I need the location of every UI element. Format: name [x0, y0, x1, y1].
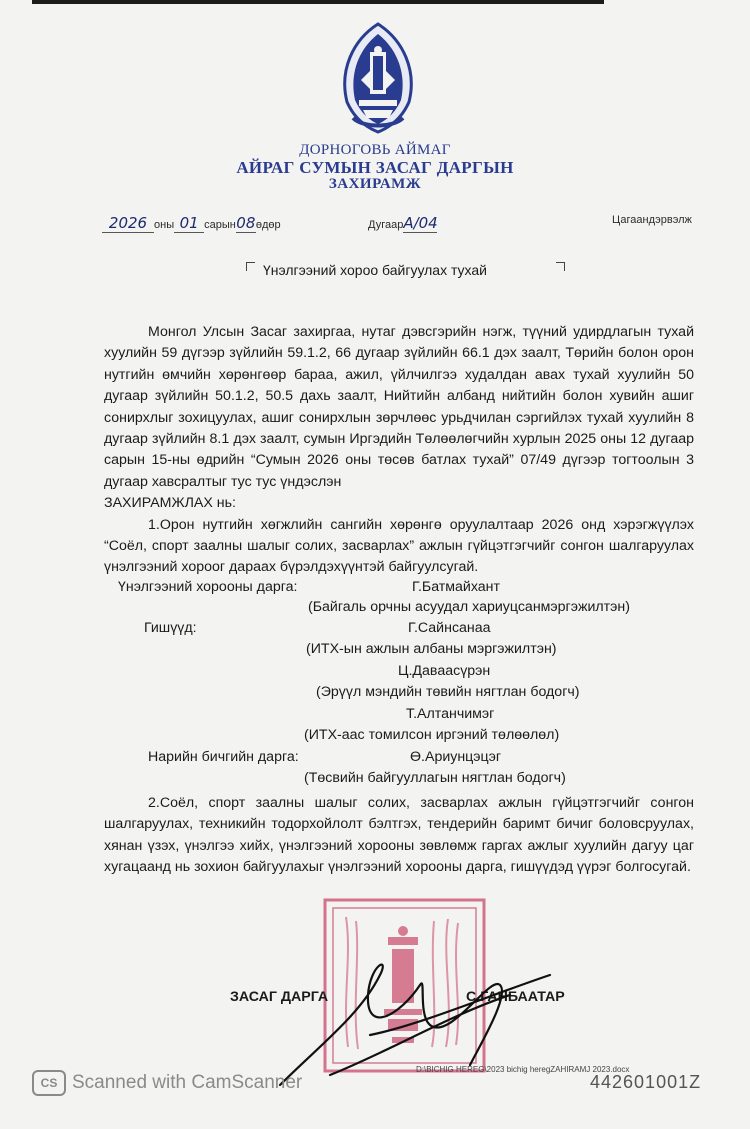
secretary-name: Ө.Ариунцэцэг	[410, 749, 502, 765]
camscanner-logo-icon: CS	[32, 1070, 66, 1096]
file-path: D:\BICHIG HEREG\2023 bichig heregZAHIRAMJ 2023.docx	[416, 1065, 630, 1074]
member2-name: Ц.Даваасүрэн	[398, 663, 491, 679]
header-office: АЙРАГ СУМЫН ЗАСАГ ДАРГЫН	[236, 158, 514, 177]
chair-label: Үнэлгээний хорооны дарга:	[118, 579, 298, 595]
date-day-word: өдөр	[255, 219, 281, 231]
order-heading: ЗАХИРАМЖЛАХ нь:	[104, 495, 236, 512]
date-day: 08	[236, 214, 256, 232]
document-subject: Үнэлгээний хороо байгуулах тухай	[262, 262, 488, 278]
state-emblem-icon	[333, 20, 423, 138]
date-year-word: оны	[154, 219, 175, 231]
place-label: Цагаандэрвэлж	[612, 214, 692, 226]
document-body	[104, 322, 694, 579]
signature-title: ЗАСАГ ДАРГА	[230, 989, 329, 1005]
paragraph-legal-basis: Монгол Улсын Засаг захиргаа, нутаг дэвсгэрийн нэгж, түүний удирдлагын тухай хуулийн 59 дүгээр зүйлийн 59.1.2, 66 дугаар зүйлийн 66.1 дэх заалт, Төрийн болон орон нутгийн өмчийн хөрөнгөөр бараа, ажил, үйлчилгээ худалдан авах тухай хуулийн 50 дугаар зүйлийн 50.1.2, 50.5 дахь заалт, Нийтийн албанд нийтийн болон хувийн ашиг сонирхлыг зохицуулах, ашиг сонирхлын зөрчлөөс урьдчилан сэргийлэх тухай хуулийн 8 дугаар зүйлийн 8.1 дэх заалт, сумын Иргэдийн Төлөөлөгчийн хурлын 2025 оны 12 дугаар сарын 15-ны өдрийн “Сумын 2026 оны төсөв батлах тухай” 07/49 дүгээр тогтоолын 3 дугаар хавсралтыг тус тус үндэслэн	[104, 324, 694, 490]
member3-role: (ИТХ-аас томилсон иргэний төлөөлөл)	[304, 727, 560, 743]
number-field	[368, 214, 437, 233]
secretary-label: Нарийн бичгийн дарга:	[148, 749, 299, 765]
number-value: А/04	[403, 214, 438, 232]
paragraph-2: 2.Соёл, спорт заалны шалыг солих, засварлах ажлын гүйцэтгэгчийг сонгон шалгаруулах, техникийн тодорхойлолт бэлтгэх, тендерийн баримт бичиг боловсруулах, хянан үзэх, үнэлгээ хийх, үнэлгээний хорооны зөвлөмж гаргах ажлыг хуулийн дагуу цаг хугацаанд нь зохион байгуулахыг үнэлгээний хорооны дарга, гишүүдэд үүрэг болгосугай.	[104, 795, 694, 876]
signatory-name: С.ГАНБААТАР	[466, 989, 565, 1005]
number-label: Дугаар	[368, 219, 404, 231]
header-doc-type: ЗАХИРАМЖ	[328, 176, 422, 192]
document-body-2	[104, 793, 694, 879]
camscanner-text: Scanned with CamScanner	[72, 1072, 303, 1094]
chair-role: (Байгаль орчны асуудал хариуцсанмэргэжилтэн)	[308, 599, 630, 615]
date-field	[102, 214, 281, 233]
member2-role: (Эрүүл мэндийн төвийн нягтлан бодогч)	[316, 684, 580, 700]
date-month-word: сарын	[204, 219, 236, 231]
secretary-role: (Төсвийн байгууллагын нягтлан бодогч)	[304, 770, 566, 786]
camscanner-watermark	[32, 1070, 302, 1096]
member1-name: Г.Сайнсанаа	[408, 620, 491, 636]
date-year: 2026	[102, 214, 154, 233]
header-province: ДОРНОГОВЬ АЙМАГ	[299, 142, 451, 158]
member3-name: Т.Алтанчимэг	[406, 706, 495, 722]
date-month: 01	[174, 214, 204, 233]
member1-role: (ИТХ-ын ажлын албаны мэргэжилтэн)	[306, 641, 557, 657]
paragraph-1: 1.Орон нутгийн хөгжлийн сангийн хөрөнгө оруулалтаар 2026 онд хэрэгжүүлэх “Соёл, спорт заалны шалыг солих, засварлах” ажлын гүйцэтгэгчийг сонгон шалгаруулах үнэлгээний хороог дараах бүрэлдэхүүнтэй байгуулсугай.	[104, 516, 694, 576]
barcode-number: 442601001Z	[590, 1072, 702, 1092]
members-label: Гишүүд:	[144, 620, 197, 636]
chair-name: Г.Батмайхант	[412, 579, 501, 595]
